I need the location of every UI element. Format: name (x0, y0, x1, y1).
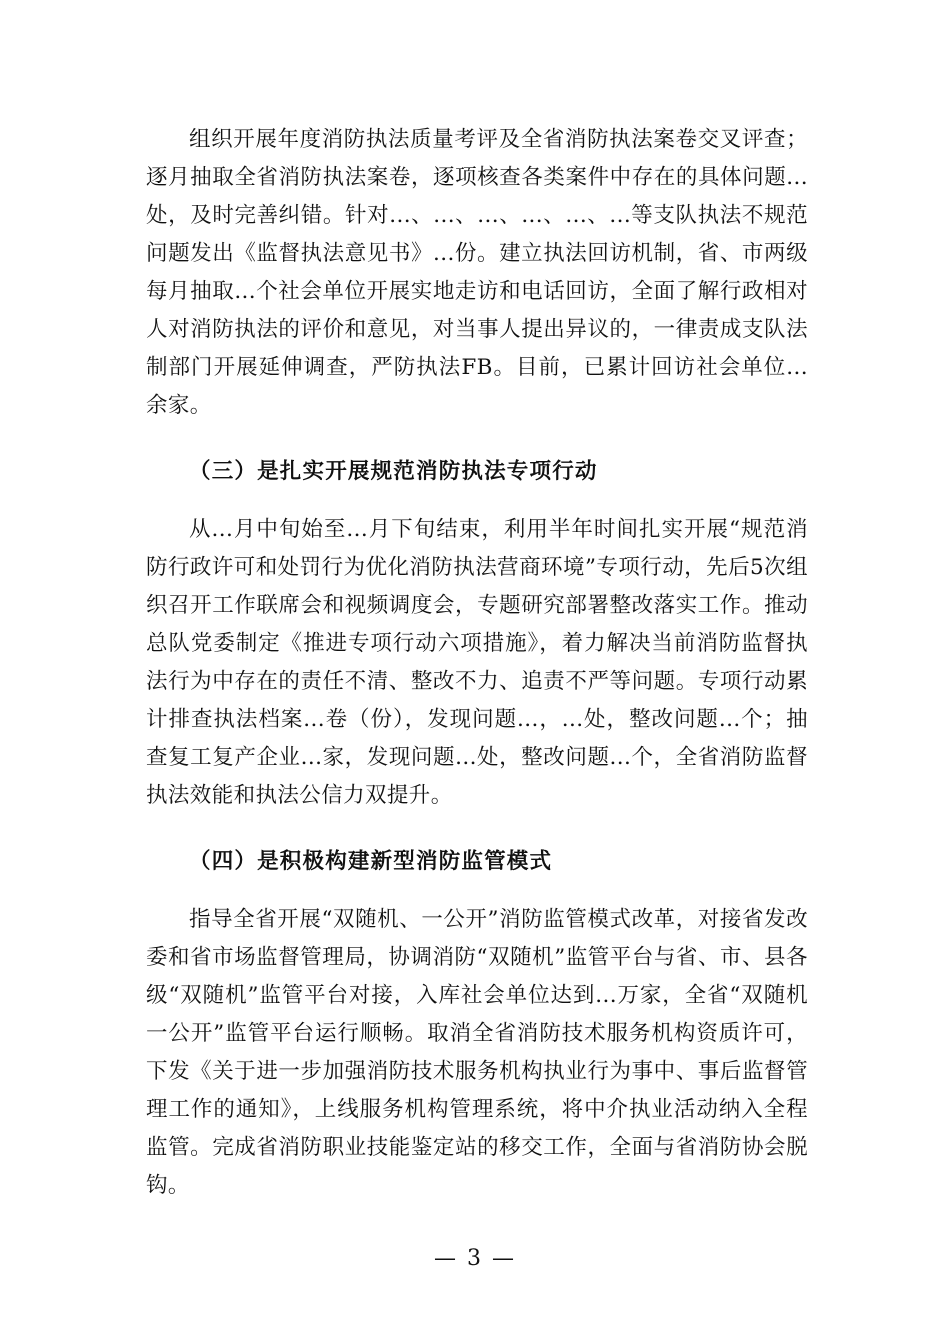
section-heading-4: （四）是积极构建新型消防监管模式 (189, 849, 553, 874)
body-paragraph-1: 组织开展年度消防执法质量考评及全省消防执法案卷交叉评查；逐月抽取全省消防执法案卷，逐项核查各类案件中存在的具体问题...处，及时完善纠错。针对...、...、...、...、...、...等支队执法不规范问题发出《监督执法意见书》...份。建立执法回访机制，省、市两级每月抽取...个社会单位开展实地走访和电话回访，全面了解行政相对人对消防执法的评价和意见，对当事人提出异议的，一律责成支队法制部门开展延伸调查，严防执法FB。目前，已累计回访社会单位...余家。 (146, 127, 808, 418)
page-number: — 3 — (434, 1246, 516, 1271)
document-body (146, 121, 808, 1205)
section-heading-3: （三）是扎实开展规范消防执法专项行动 (189, 459, 598, 484)
section-4-body: 指导全省开展“双随机、一公开”消防监管模式改革，对接省发改委和省市场监督管理局，协调消防“双随机”监管平台与省、市、县各级“双随机”监管平台对接，入库社会单位达到...万家，全省“双随机一公开”监管平台运行顺畅。取消全省消防技术服务机构资质许可，下发《关于进一步加强消防技术服务机构执业行为事中、事后监督管理工作的通知》，上线服务机构管理系统，将中介执业活动纳入全程监管。完成省消防职业技能鉴定站的移交工作，全面与省消防协会脱钩。 (146, 907, 808, 1198)
section-3-body: 从...月中旬始至...月下旬结束，利用半年时间扎实开展“规范消防行政许可和处罚行为优化消防执法营商环境”专项行动，先后5次组织召开工作联席会和视频调度会，专题研究部署整改落实工作。推动总队党委制定《推进专项行动六项措施》，着力解决当前消防监督执法行为中存在的责任不清、整改不力、追责不严等问题。专项行动累计排查执法档案...卷（份），发现问题...，...处，整改问题...个；抽查复工复产企业...家，发现问题...处，整改问题...个，全省消防监督执法效能和执法公信力双提升。 (146, 517, 808, 808)
